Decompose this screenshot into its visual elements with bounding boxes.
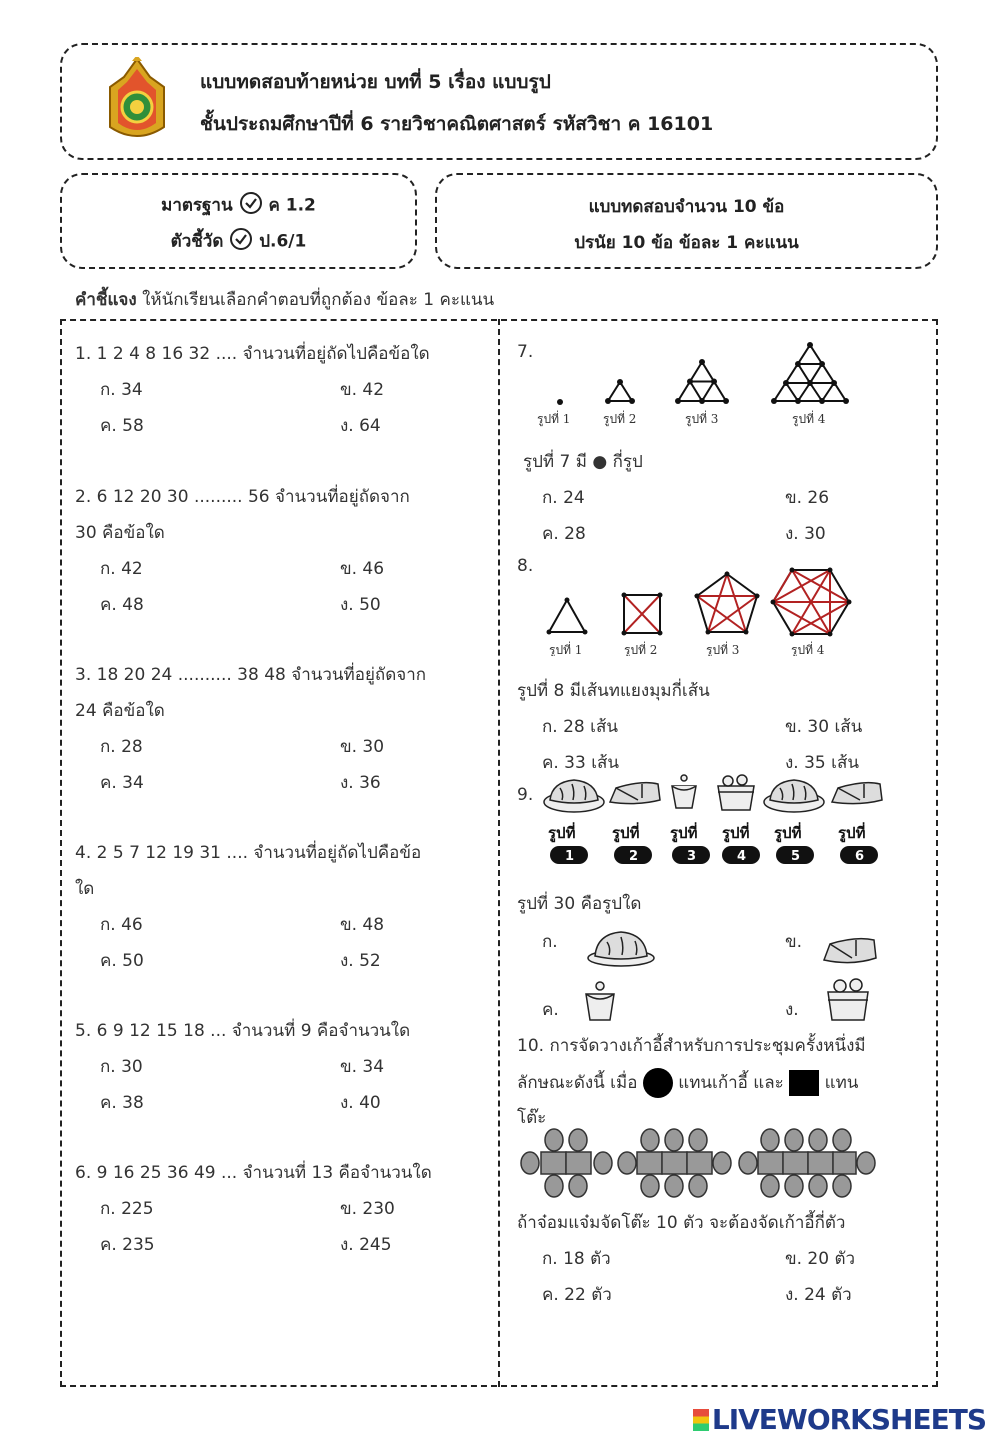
q9-badge-number: 2 [629, 849, 639, 864]
q7-option-b[interactable]: ข. 26 [785, 488, 830, 508]
q7-option-a[interactable]: ก. 24 [542, 488, 585, 508]
question-10-text-line3: โต๊ะ [517, 1108, 547, 1128]
question-3-text: 3. 18 20 24 .......... 38 48 จำนวนที่อยู่ถัดจาก [75, 665, 427, 685]
q7-option-c[interactable]: ค. 28 [542, 524, 586, 544]
question-2-text-cont: 30 คือข้อใด [75, 523, 165, 543]
question-9-number: 9. [517, 785, 534, 805]
school-emblem-icon [102, 57, 172, 147]
q5-option-b[interactable]: ข. 34 [340, 1057, 385, 1077]
q7-caption-3: รูปที่ 3 [685, 412, 719, 426]
q4-option-d[interactable]: ง. 52 [340, 951, 381, 971]
header-title-line2: ชั้นประถมศึกษาปีที่ 6 รายวิชาคณิตศาสตร์ รหัสวิชา ค 16101 [200, 113, 714, 135]
q9-badge-label: รูปที่ [774, 824, 802, 842]
q8-caption-1: รูปที่ 1 [549, 643, 583, 656]
header-title-line1: แบบทดสอบท้ายหน่วย บทที่ 5 เรื่อง แบบรูป [200, 71, 551, 93]
bread-icon [585, 928, 657, 968]
q2-option-c[interactable]: ค. 48 [100, 595, 144, 615]
q10-option-c[interactable]: ค. 22 ตัว [542, 1285, 612, 1305]
q10-option-d[interactable]: ง. 24 ตัว [785, 1285, 852, 1305]
q2-option-b[interactable]: ข. 46 [340, 559, 385, 579]
q1-option-c[interactable]: ค. 58 [100, 416, 144, 436]
q9-badge-number: 6 [855, 849, 865, 864]
cake-icon [610, 783, 660, 804]
test-info-box [435, 173, 938, 269]
standard-box [60, 173, 417, 269]
instructions-text: ให้นักเรียนเลือกคำตอบที่ถูกต้อง ข้อละ 1 คะแนน [136, 290, 495, 310]
question-4-text-cont: ใด [75, 879, 95, 899]
lw-logo-text: LIVEWORKSHEETS [711, 1403, 986, 1436]
q7-text-post: กี่รูป [607, 452, 643, 472]
q10-line2-b: แทนเก้าอี้ และ [672, 1073, 790, 1093]
question-10-text: 10. การจัดวางเก้าอี้สำหรับการประชุมครั้งหนึ่งมี [517, 1036, 866, 1056]
check-circle-icon [229, 227, 253, 256]
cake-icon [832, 783, 882, 804]
q9-badge-number: 5 [791, 849, 801, 864]
bread-icon [764, 780, 824, 812]
q9-food-pattern-figure [542, 772, 902, 867]
cake-icon [820, 932, 880, 968]
right-column [500, 340, 935, 1380]
question-1-text: 1. 1 2 4 8 16 32 .... จำนวนที่อยู่ถัดไปคือข้อใด [75, 344, 430, 364]
q6-option-a[interactable]: ก. 225 [100, 1199, 154, 1219]
q6-option-c[interactable]: ค. 235 [100, 1235, 155, 1255]
q9-badge-label: รูปที่ [670, 824, 698, 842]
dot-icon: ● [592, 452, 608, 472]
test-info-line1: แบบทดสอบจำนวน 10 ข้อ [588, 197, 785, 217]
q9-option-b[interactable]: ข. [785, 932, 803, 952]
bread-icon [544, 780, 604, 812]
q9-badge-label: รูปที่ [722, 824, 750, 842]
question-10-text-question: ถ้าจ๋อมแจ๋มจัดโต๊ะ 10 ตัว จะต้องจัดเก้าอี้กี่ตัว [517, 1213, 846, 1233]
question-10-text-line2 [517, 1068, 858, 1098]
q7-triangle-pattern-figure [510, 340, 930, 432]
q7-caption-4: รูปที่ 4 [792, 412, 826, 426]
q3-option-d[interactable]: ง. 36 [340, 773, 381, 793]
q2-option-a[interactable]: ก. 42 [100, 559, 143, 579]
q9-option-a[interactable]: ก. [542, 932, 558, 952]
question-2-text: 2. 6 12 20 30 ......... 56 จำนวนที่อยู่ถัดจาก [75, 487, 410, 507]
q4-option-c[interactable]: ค. 50 [100, 951, 144, 971]
question-5-text: 5. 6 9 12 15 18 ... จำนวนที่ 9 คือจำนวนใด [75, 1021, 411, 1041]
q8-option-d[interactable]: ง. 35 เส้น [785, 753, 859, 773]
q8-caption-2: รูปที่ 2 [624, 643, 658, 656]
q8-caption-4: รูปที่ 4 [791, 643, 825, 656]
q5-option-a[interactable]: ก. 30 [100, 1057, 143, 1077]
q2-option-d[interactable]: ง. 50 [340, 595, 381, 615]
q6-option-b[interactable]: ข. 230 [340, 1199, 395, 1219]
standard-label: มาตรฐาน [161, 195, 233, 216]
question-7-number: 7. [517, 342, 534, 362]
instructions [75, 286, 494, 313]
left-column [75, 340, 495, 1370]
q10-table-chair-figure [520, 1126, 900, 1206]
q3-option-c[interactable]: ค. 34 [100, 773, 144, 793]
lw-logo-icon [693, 1409, 709, 1431]
q8-caption-3: รูปที่ 3 [706, 643, 740, 656]
question-3-text-cont: 24 คือข้อใด [75, 701, 165, 721]
q5-option-d[interactable]: ง. 40 [340, 1093, 381, 1113]
question-9-text: รูปที่ 30 คือรูปใด [517, 894, 642, 914]
q3-option-a[interactable]: ก. 28 [100, 737, 143, 757]
q7-caption-1: รูปที่ 1 [537, 412, 571, 426]
q10-line2-c: แทน [819, 1073, 859, 1093]
q8-option-b[interactable]: ข. 30 เส้น [785, 717, 863, 737]
question-6-text: 6. 9 16 25 36 49 ... จำนวนที่ 13 คือจำนวนใด [75, 1163, 432, 1183]
indicator-line [62, 227, 415, 256]
q9-badge-label: รูปที่ [838, 824, 866, 842]
question-8-text: รูปที่ 8 มีเส้นทแยงมุมกี่เส้น [517, 681, 710, 701]
q10-option-a[interactable]: ก. 18 ตัว [542, 1249, 611, 1269]
q9-badge-number: 4 [737, 849, 747, 864]
q8-option-a[interactable]: ก. 28 เส้น [542, 717, 618, 737]
bucket-icon [580, 980, 620, 1024]
chicken-basket-icon [718, 775, 754, 810]
q9-badge-label: รูปที่ [612, 824, 640, 842]
indicator-label: ตัวชี้วัด [170, 231, 224, 252]
chicken-basket-icon [822, 976, 874, 1024]
q9-badge-label: รูปที่ [548, 824, 576, 842]
q6-option-d[interactable]: ง. 245 [340, 1235, 392, 1255]
indicator-value: ป.6/1 [259, 231, 307, 252]
question-4-text: 4. 2 5 7 12 19 31 .... จำนวนที่อยู่ถัดไปคือข้อ [75, 843, 422, 863]
check-circle-icon [239, 191, 263, 220]
q10-line2-a: ลักษณะดังนี้ เมื่อ [517, 1073, 643, 1093]
chair-circle-icon [643, 1068, 673, 1098]
standard-line [62, 191, 415, 220]
q9-badge-number: 3 [687, 849, 697, 864]
q8-polygon-diagonals-figure [510, 566, 930, 656]
standard-value: ค 1.2 [268, 195, 316, 216]
q7-option-d[interactable]: ง. 30 [785, 524, 826, 544]
q7-text-pre: รูปที่ 7 มี [523, 452, 593, 472]
q8-option-c[interactable]: ค. 33 เส้น [542, 753, 620, 773]
q1-option-a[interactable]: ก. 34 [100, 380, 143, 400]
question-7-text [523, 448, 643, 475]
liveworksheets-logo[interactable] [693, 1403, 986, 1436]
q4-option-b[interactable]: ข. 48 [340, 915, 385, 935]
q9-badge-number: 1 [565, 849, 575, 864]
test-info-line2: ปรนัย 10 ข้อ ข้อละ 1 คะแนน [574, 233, 799, 253]
bucket-icon [672, 775, 696, 808]
instructions-label: คำชี้แจง [75, 290, 137, 310]
q10-option-b[interactable]: ข. 20 ตัว [785, 1249, 856, 1269]
q3-option-b[interactable]: ข. 30 [340, 737, 385, 757]
q7-caption-2: รูปที่ 2 [603, 412, 637, 426]
q4-option-a[interactable]: ก. 46 [100, 915, 143, 935]
table-square-icon [789, 1070, 819, 1096]
q5-option-c[interactable]: ค. 38 [100, 1093, 144, 1113]
header-box [60, 43, 938, 160]
q1-option-d[interactable]: ง. 64 [340, 416, 381, 436]
q9-option-d[interactable]: ง. [785, 1000, 799, 1020]
q9-option-c[interactable]: ค. [542, 1000, 559, 1020]
question-8-number: 8. [517, 556, 534, 576]
q1-option-b[interactable]: ข. 42 [340, 380, 385, 400]
